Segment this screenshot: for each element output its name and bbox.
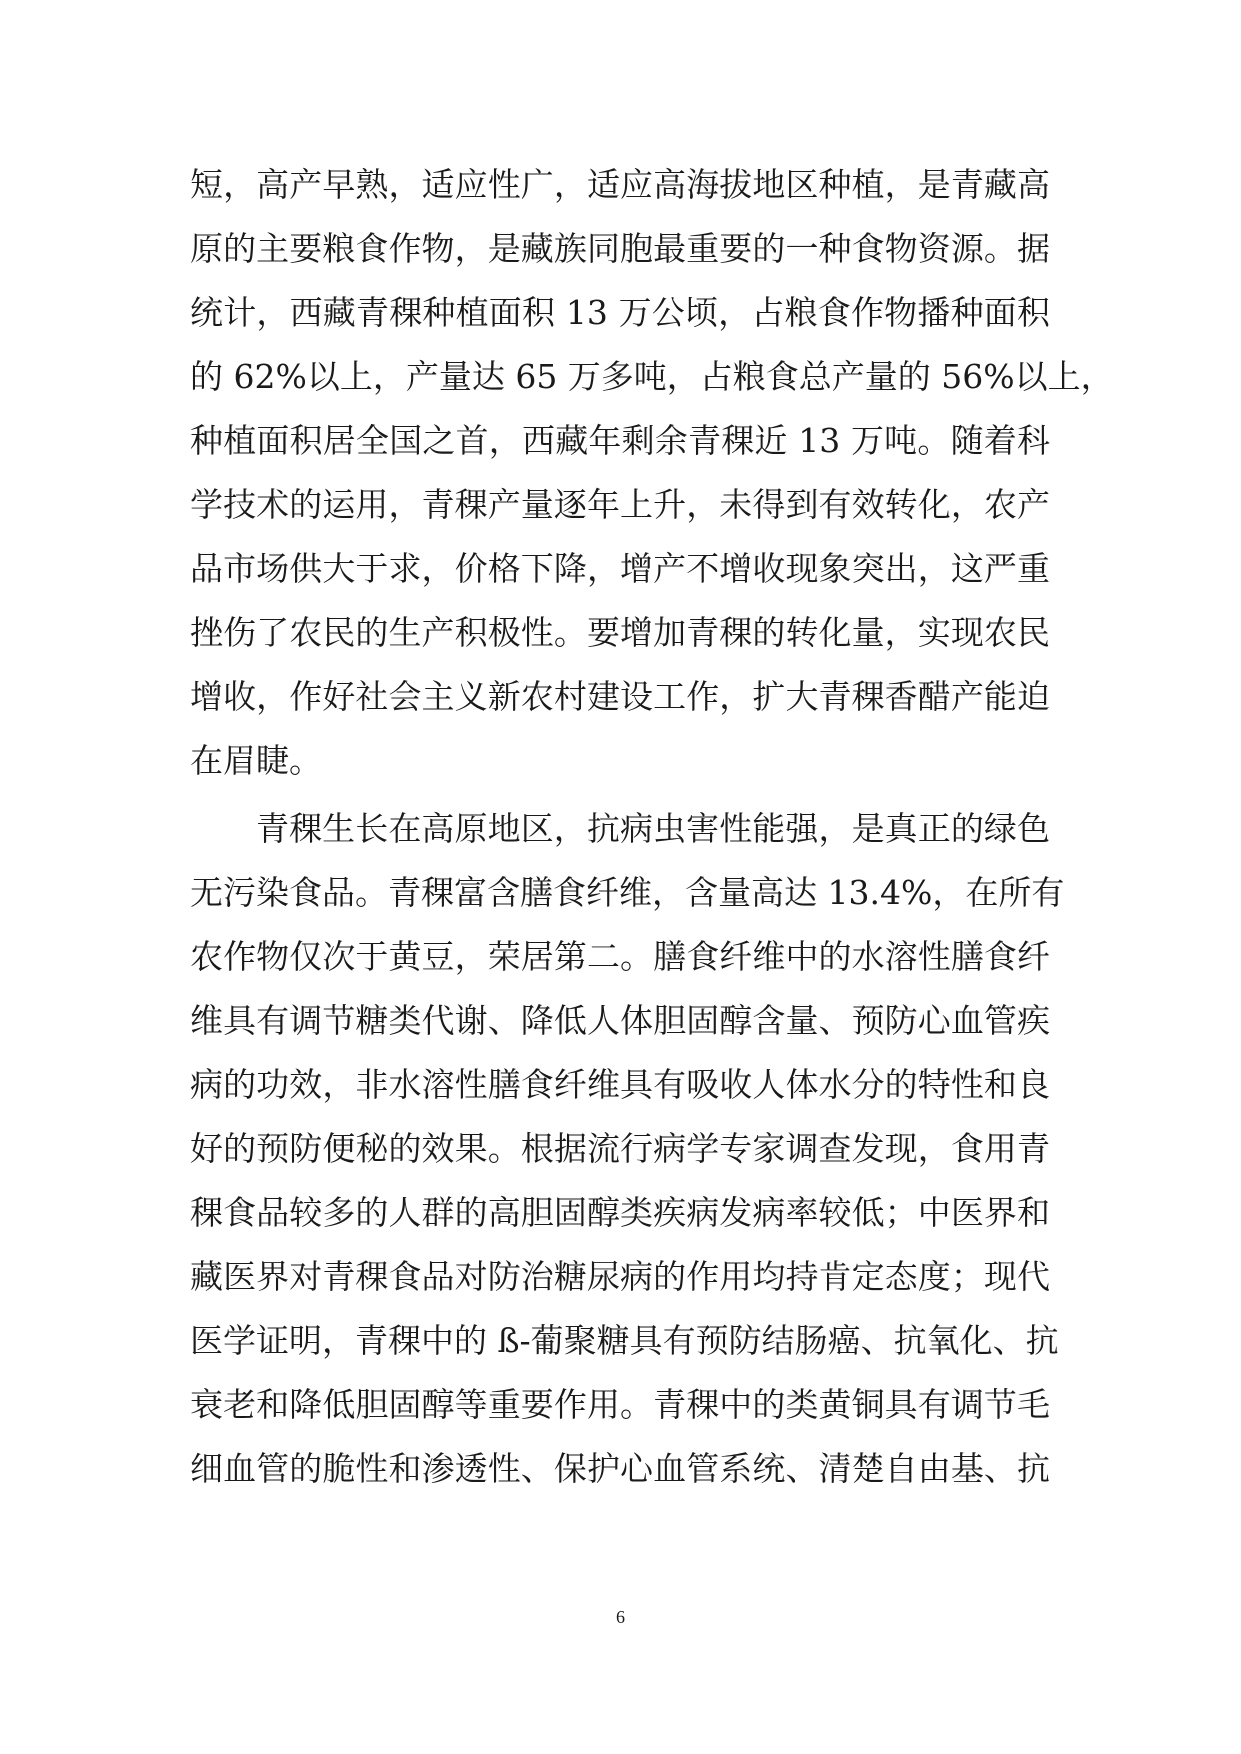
text-line: 统计，西藏青稞种植面积 13 万公顷，占粮食作物播种面积: [190, 293, 1050, 332]
text-line: 种植面积居全国之首，西藏年剩余青稞近 13 万吨。随着科: [190, 421, 1050, 460]
page-number: 6: [616, 1607, 625, 1627]
text-line: 细血管的脆性和渗透性、保护心血管系统、清楚自由基、抗: [190, 1449, 1050, 1488]
text-line: 农作物仅次于黄豆，荣居第二。膳食纤维中的水溶性膳食纤: [190, 937, 1050, 976]
text-line: 原的主要粮食作物，是藏族同胞最重要的一种食物资源。据: [190, 229, 1050, 268]
text-line: 医学证明，青稞中的 ß-葡聚糖具有预防结肠癌、抗氧化、抗: [190, 1321, 1059, 1360]
text-line: 在眉睫。: [190, 741, 322, 780]
text-line: 学技术的运用，青稞产量逐年上升，未得到有效转化，农产: [190, 485, 1050, 524]
text-line: 品市场供大于求，价格下降，增产不增收现象突出，这严重: [190, 549, 1050, 588]
text-line: 短，高产早熟，适应性广，适应高海拔地区种植，是青藏高: [190, 165, 1050, 204]
text-line: 挫伤了农民的生产积极性。要增加青稞的转化量，实现农民: [190, 613, 1050, 652]
text-line: 维具有调节糖类代谢、降低人体胆固醇含量、预防心血管疾: [190, 1001, 1050, 1040]
text-line: 稞食品较多的人群的高胆固醇类疾病发病率较低；中医界和: [190, 1193, 1050, 1232]
text-line: 增收，作好社会主义新农村建设工作，扩大青稞香醋产能迫: [190, 677, 1050, 716]
text-line: 的 62%以上，产量达 65 万多吨，占粮食总产量的 56%以上，: [190, 357, 1114, 396]
text-line: 藏医界对青稞食品对防治糖尿病的作用均持肯定态度；现代: [190, 1257, 1050, 1296]
text-line: 无污染食品。青稞富含膳食纤维，含量高达 13.4%，在所有: [190, 873, 1065, 912]
text-line: 病的功效，非水溶性膳食纤维具有吸收人体水分的特性和良: [190, 1065, 1050, 1104]
text-line: 衰老和降低胆固醇等重要作用。青稞中的类黄铜具有调节毛: [190, 1385, 1050, 1424]
text-line: 好的预防便秘的效果。根据流行病学专家调查发现，食用青: [190, 1129, 1050, 1168]
text-line: 青稞生长在高原地区，抗病虫害性能强，是真正的绿色: [256, 809, 1050, 848]
